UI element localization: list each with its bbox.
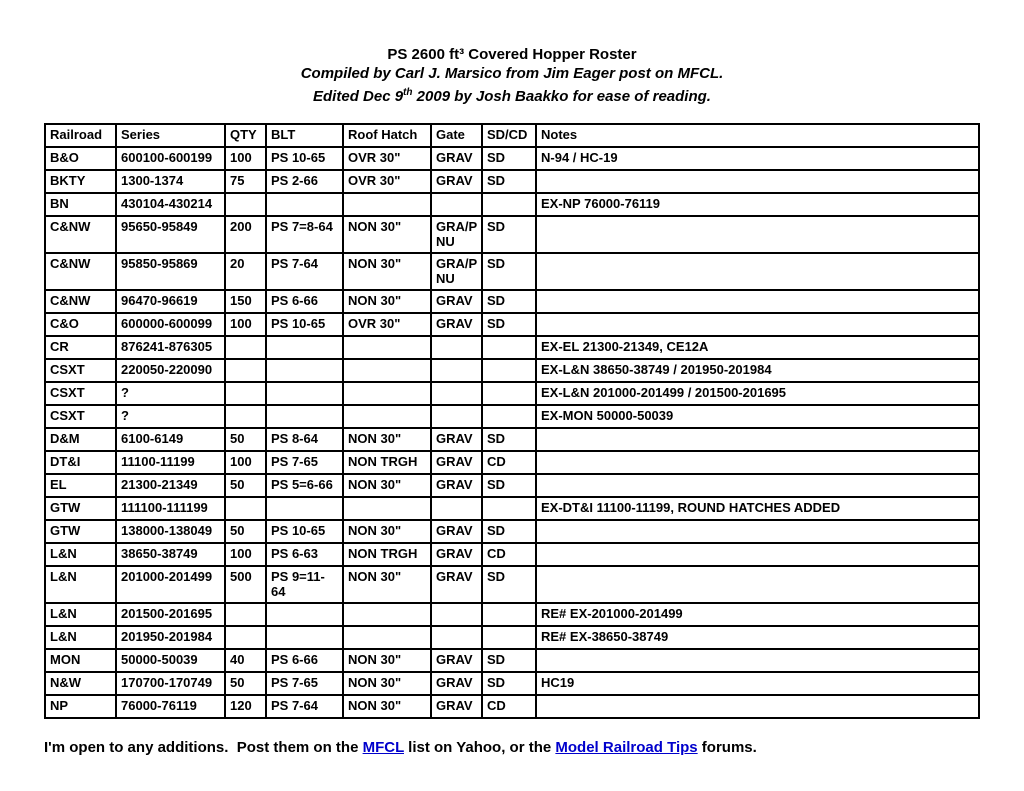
table-cell: GRAV: [431, 451, 482, 474]
table-cell: SD: [482, 216, 536, 253]
table-cell: 50: [225, 672, 266, 695]
table-cell: L&N: [45, 626, 116, 649]
table-cell: 50: [225, 520, 266, 543]
table-row: [45, 566, 979, 603]
table-cell: [266, 626, 343, 649]
table-cell: [431, 336, 482, 359]
table-cell: 50: [225, 428, 266, 451]
table-cell: OVR 30": [343, 147, 431, 170]
table-cell: 111100-111199: [116, 497, 225, 520]
table-cell: [343, 359, 431, 382]
table-cell: 100: [225, 313, 266, 336]
table-cell: L&N: [45, 603, 116, 626]
footer-part3: forums.: [697, 739, 757, 756]
table-cell: 201000-201499: [116, 566, 225, 603]
table-cell: SD: [482, 170, 536, 193]
table-cell: PS 6-66: [266, 290, 343, 313]
table-cell: CD: [482, 451, 536, 474]
table-cell: 21300-21349: [116, 474, 225, 497]
table-cell: 200: [225, 216, 266, 253]
table-cell: C&NW: [45, 253, 116, 290]
table-cell: [343, 193, 431, 216]
table-cell: [266, 193, 343, 216]
roster-table: [44, 123, 980, 719]
table-cell: 100: [225, 451, 266, 474]
table-cell: CD: [482, 695, 536, 718]
table-cell: NON 30": [343, 474, 431, 497]
table-cell: [431, 626, 482, 649]
table-cell: SD: [482, 147, 536, 170]
table-cell: RE# EX-201000-201499: [536, 603, 979, 626]
table-cell: [536, 520, 979, 543]
table-row: [45, 451, 979, 474]
table-row: [45, 170, 979, 193]
table-cell: GRAV: [431, 566, 482, 603]
table-row: [45, 672, 979, 695]
table-cell: [343, 626, 431, 649]
table-row: [45, 359, 979, 382]
table-cell: 95850-95869: [116, 253, 225, 290]
table-cell: EX-NP 76000-76119: [536, 193, 979, 216]
table-cell: [266, 603, 343, 626]
column-header: Roof Hatch: [343, 124, 431, 147]
table-row: [45, 253, 979, 290]
table-cell: PS 7-64: [266, 253, 343, 290]
table-cell: 100: [225, 543, 266, 566]
table-cell: NON 30": [343, 216, 431, 253]
table-cell: [536, 451, 979, 474]
table-cell: CSXT: [45, 359, 116, 382]
table-cell: 500: [225, 566, 266, 603]
table-cell: PS 6-66: [266, 649, 343, 672]
table-cell: BKTY: [45, 170, 116, 193]
table-cell: [431, 603, 482, 626]
table-row: [45, 193, 979, 216]
table-row: [45, 405, 979, 428]
table-cell: B&O: [45, 147, 116, 170]
mfcl-link[interactable]: MFCL: [362, 739, 404, 756]
column-header: Series: [116, 124, 225, 147]
table-cell: 150: [225, 290, 266, 313]
table-cell: [225, 405, 266, 428]
table-cell: CSXT: [45, 382, 116, 405]
table-cell: GRAV: [431, 313, 482, 336]
table-cell: [266, 382, 343, 405]
table-row: [45, 626, 979, 649]
table-cell: 40: [225, 649, 266, 672]
table-cell: [343, 382, 431, 405]
table-row: [45, 520, 979, 543]
table-cell: GRAV: [431, 170, 482, 193]
table-cell: 6100-6149: [116, 428, 225, 451]
table-cell: MON: [45, 649, 116, 672]
table-row: [45, 497, 979, 520]
table-row: [45, 649, 979, 672]
table-cell: HC19: [536, 672, 979, 695]
table-cell: C&O: [45, 313, 116, 336]
table-cell: NON 30": [343, 520, 431, 543]
table-cell: SD: [482, 428, 536, 451]
table-cell: [431, 497, 482, 520]
table-cell: NON 30": [343, 290, 431, 313]
table-cell: NON 30": [343, 672, 431, 695]
subtitle-edited-prefix: Edited Dec 9: [313, 88, 404, 105]
table-cell: EL: [45, 474, 116, 497]
subtitle-edited: [0, 83, 1024, 106]
table-row: [45, 382, 979, 405]
table-cell: PS 7=8-64: [266, 216, 343, 253]
table-cell: GRA/P NU: [431, 216, 482, 253]
table-cell: CR: [45, 336, 116, 359]
table-cell: NON 30": [343, 253, 431, 290]
table-cell: GTW: [45, 520, 116, 543]
table-cell: [225, 382, 266, 405]
table-cell: GRAV: [431, 672, 482, 695]
table-cell: BN: [45, 193, 116, 216]
column-header: Gate: [431, 124, 482, 147]
table-cell: [343, 603, 431, 626]
table-cell: 1300-1374: [116, 170, 225, 193]
table-cell: [482, 193, 536, 216]
table-cell: D&M: [45, 428, 116, 451]
table-cell: GRAV: [431, 520, 482, 543]
table-row: [45, 695, 979, 718]
table-row: [45, 474, 979, 497]
table-cell: 100: [225, 147, 266, 170]
table-cell: NON 30": [343, 649, 431, 672]
table-cell: SD: [482, 649, 536, 672]
table-cell: [343, 405, 431, 428]
column-header: Notes: [536, 124, 979, 147]
table-cell: 76000-76119: [116, 695, 225, 718]
table-cell: [343, 497, 431, 520]
table-cell: PS 7-65: [266, 672, 343, 695]
column-header: Railroad: [45, 124, 116, 147]
table-cell: PS 8-64: [266, 428, 343, 451]
table-cell: 50: [225, 474, 266, 497]
table-cell: 600100-600199: [116, 147, 225, 170]
table-cell: NON 30": [343, 428, 431, 451]
table-cell: [266, 497, 343, 520]
table-cell: [431, 382, 482, 405]
table-cell: 120: [225, 695, 266, 718]
table-cell: 11100-11199: [116, 451, 225, 474]
table-cell: [536, 566, 979, 603]
table-cell: 75: [225, 170, 266, 193]
model-railroad-tips-link[interactable]: Model Railroad Tips: [555, 739, 698, 756]
table-cell: [225, 359, 266, 382]
table-cell: EX-EL 21300-21349, CE12A: [536, 336, 979, 359]
table-cell: OVR 30": [343, 313, 431, 336]
table-cell: 430104-430214: [116, 193, 225, 216]
table-cell: [536, 170, 979, 193]
table-cell: [431, 405, 482, 428]
table-cell: PS 2-66: [266, 170, 343, 193]
table-cell: NP: [45, 695, 116, 718]
table-cell: [536, 543, 979, 566]
table-cell: 220050-220090: [116, 359, 225, 382]
table-cell: EX-L&N 201000-201499 / 201500-201695: [536, 382, 979, 405]
table-cell: [482, 336, 536, 359]
table-cell: [482, 497, 536, 520]
table-cell: [266, 336, 343, 359]
table-cell: 201500-201695: [116, 603, 225, 626]
table-cell: [431, 193, 482, 216]
table-cell: N&W: [45, 672, 116, 695]
table-cell: 50000-50039: [116, 649, 225, 672]
table-cell: [266, 359, 343, 382]
table-cell: C&NW: [45, 216, 116, 253]
table-cell: GRAV: [431, 290, 482, 313]
table-cell: [431, 359, 482, 382]
table-cell: CD: [482, 543, 536, 566]
table-cell: PS 7-64: [266, 695, 343, 718]
table-cell: L&N: [45, 543, 116, 566]
table-cell: [536, 695, 979, 718]
table-cell: [536, 290, 979, 313]
table-row: [45, 216, 979, 253]
table-cell: L&N: [45, 566, 116, 603]
table-cell: SD: [482, 253, 536, 290]
table-cell: 20: [225, 253, 266, 290]
table-cell: OVR 30": [343, 170, 431, 193]
column-header: SD/CD: [482, 124, 536, 147]
table-row: [45, 543, 979, 566]
table-cell: GRA/P NU: [431, 253, 482, 290]
table-cell: [225, 497, 266, 520]
table-cell: 201950-201984: [116, 626, 225, 649]
table-cell: GRAV: [431, 474, 482, 497]
table-cell: PS 5=6-66: [266, 474, 343, 497]
table-cell: [536, 313, 979, 336]
table-cell: GRAV: [431, 147, 482, 170]
table-cell: EX-DT&I 11100-11199, ROUND HATCHES ADDED: [536, 497, 979, 520]
subtitle-edited-superscript: th: [403, 87, 413, 98]
table-cell: SD: [482, 520, 536, 543]
table-cell: SD: [482, 313, 536, 336]
table-cell: PS 7-65: [266, 451, 343, 474]
table-cell: RE# EX-38650-38749: [536, 626, 979, 649]
table-cell: CSXT: [45, 405, 116, 428]
table-cell: 600000-600099: [116, 313, 225, 336]
table-cell: [225, 626, 266, 649]
table-cell: SD: [482, 474, 536, 497]
table-cell: [225, 336, 266, 359]
table-cell: [225, 603, 266, 626]
table-cell: [482, 626, 536, 649]
table-cell: 95650-95849: [116, 216, 225, 253]
table-header-row: [45, 124, 979, 147]
table-cell: 38650-38749: [116, 543, 225, 566]
column-header: QTY: [225, 124, 266, 147]
table-cell: PS 10-65: [266, 520, 343, 543]
table-cell: [343, 336, 431, 359]
table-cell: EX-MON 50000-50039: [536, 405, 979, 428]
table-cell: 96470-96619: [116, 290, 225, 313]
table-cell: 876241-876305: [116, 336, 225, 359]
table-row: [45, 290, 979, 313]
page-title: PS 2600 ft³ Covered Hopper Roster: [387, 46, 637, 63]
table-cell: PS 6-63: [266, 543, 343, 566]
column-header: BLT: [266, 124, 343, 147]
table-cell: [482, 359, 536, 382]
table-cell: ?: [116, 405, 225, 428]
table-cell: [536, 474, 979, 497]
subtitle-compiled: Compiled by Carl J. Marsico from Jim Eager post on MFCL.: [300, 65, 724, 82]
table-cell: [266, 405, 343, 428]
table-cell: NON 30": [343, 566, 431, 603]
table-cell: GRAV: [431, 695, 482, 718]
table-cell: SD: [482, 672, 536, 695]
table-cell: [536, 649, 979, 672]
footer-text: [44, 739, 1024, 756]
table-cell: [482, 603, 536, 626]
table-cell: GTW: [45, 497, 116, 520]
table-cell: GRAV: [431, 428, 482, 451]
table-row: [45, 313, 979, 336]
subtitle-edited-suffix: 2009 by Josh Baakko for ease of reading.: [412, 88, 711, 105]
table-cell: PS 10-65: [266, 147, 343, 170]
table-cell: NON TRGH: [343, 543, 431, 566]
table-cell: [536, 216, 979, 253]
table-cell: ?: [116, 382, 225, 405]
footer-part2: list on Yahoo, or the: [403, 739, 556, 756]
footer-part1: I'm open to any additions. Post them on the: [44, 739, 363, 756]
table-cell: GRAV: [431, 543, 482, 566]
table-row: [45, 428, 979, 451]
table-cell: [225, 193, 266, 216]
table-cell: N-94 / HC-19: [536, 147, 979, 170]
table-cell: DT&I: [45, 451, 116, 474]
table-cell: 138000-138049: [116, 520, 225, 543]
table-row: [45, 147, 979, 170]
table-cell: GRAV: [431, 649, 482, 672]
table-cell: NON TRGH: [343, 451, 431, 474]
title-block: [0, 45, 1024, 106]
table-cell: [482, 405, 536, 428]
table-cell: 170700-170749: [116, 672, 225, 695]
table-cell: [536, 428, 979, 451]
table-cell: SD: [482, 566, 536, 603]
table-row: [45, 336, 979, 359]
table-cell: C&NW: [45, 290, 116, 313]
table-cell: EX-L&N 38650-38749 / 201950-201984: [536, 359, 979, 382]
table-cell: PS 10-65: [266, 313, 343, 336]
table-cell: SD: [482, 290, 536, 313]
table-cell: PS 9=11-64: [266, 566, 343, 603]
table-cell: [482, 382, 536, 405]
table-cell: [536, 253, 979, 290]
table-cell: NON 30": [343, 695, 431, 718]
table-row: [45, 603, 979, 626]
